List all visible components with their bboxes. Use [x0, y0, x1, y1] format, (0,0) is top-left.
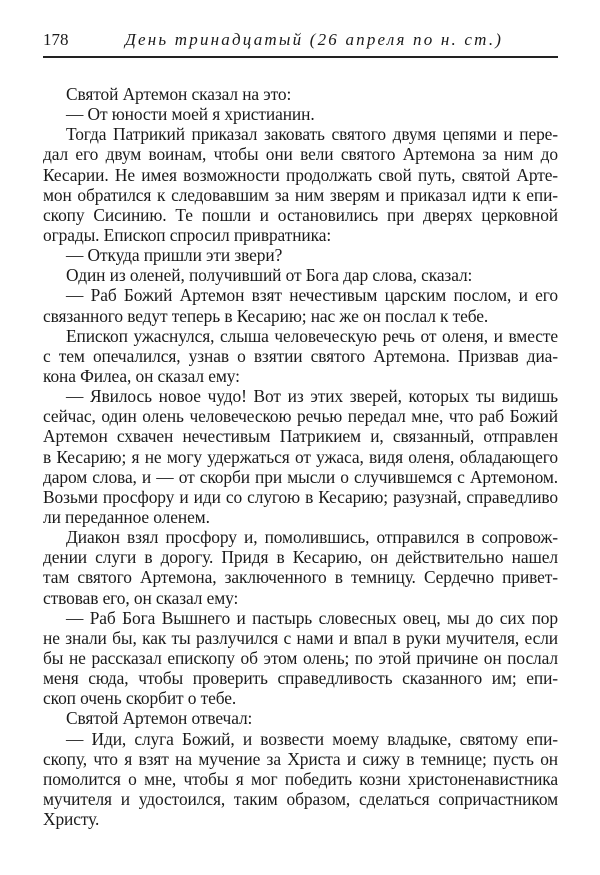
running-title: День тринадцатый (26 апреля по н. ст.) — [125, 30, 504, 49]
text-line: меня сюда, чтобы проверить справедливость сказанного им; епи- — [43, 668, 558, 689]
text-line: ли переданное оленем. — [43, 506, 210, 527]
text-line: Епископ ужаснулся, слыша человеческую речь от оленя, и вместе — [66, 325, 558, 346]
text-line: там святого Артемона, заключенного в темницу. Сердечно привет- — [43, 567, 558, 588]
text-line: — От юности моей я христианин. — [66, 104, 315, 125]
text-line: мон обратился к следовавшим за ним зверям и приказал идти к епи- — [43, 184, 558, 205]
text-line: — Явилось новое чудо! Вот из этих зверей, которых ты видишь — [66, 386, 558, 407]
paragraph — [43, 708, 558, 728]
text-line: сейчас, один олень человеческою речью передал мне, что раб Божий — [43, 406, 558, 427]
text-line: мучителя и удостоился, таким образом, сделаться сопричастником — [43, 788, 558, 809]
text-line: — Раб Божий Артемон взят нечестивым царским послом, и его — [66, 285, 558, 306]
text-line: бы не рассказал епископу об этом олень; по этой причине он послал — [43, 647, 558, 668]
paragraph — [43, 527, 558, 608]
paragraph — [43, 245, 558, 265]
running-header — [43, 30, 558, 58]
text-line: ствовав его, он сказал ему: — [43, 587, 239, 608]
paragraph — [43, 104, 558, 124]
text-line: с тем опечалился, узнав о взятии святого Артемона. Призвав диа- — [43, 345, 558, 366]
text-line: связанного ведут теперь в Кесарию; нас же он послал к тебе. — [43, 305, 489, 326]
paragraph — [43, 326, 558, 386]
text-line: дал его двум воинам, чтобы они вели святого Артемона за ним до — [43, 144, 558, 165]
text-line: — Иди, слуга Божий, и возвести моему владыке, святому епи- — [66, 728, 558, 749]
text-line: кона Филеа, он сказал ему: — [43, 365, 240, 386]
text-line: дении слуги в дорогу. Придя в Кесарию, он действительно нашел — [43, 547, 558, 568]
text-line: Артемон схвачен нечестивым Патрикием и, связанный, отправлен — [43, 426, 558, 447]
paragraph — [43, 84, 558, 104]
text-line: Тогда Патрикий приказал заковать святого двумя цепями и пере- — [66, 124, 558, 145]
text-line: помолится о мне, чтобы я мог победить козни христоненавистника — [43, 768, 558, 789]
text-line: скопу Сисинию. Те пошли и остановились при дверях церковной — [43, 204, 558, 225]
text-line: ограды. Епископ спросил привратника: — [43, 224, 332, 245]
text-line: в Кесарию; я не могу удержаться от ужаса, видя оленя, обладающего — [43, 446, 558, 467]
text-line: Святой Артемон сказал на это: — [66, 84, 292, 104]
text-line: Диакон взял просфору и, помолившись, отправился в сопровож- — [66, 527, 558, 548]
text-line: даром слова, и — от скорби при мысли о случившемся с Артемоном. — [43, 466, 558, 487]
paragraph — [43, 608, 558, 709]
text-line: скопу, что я взят на мучение за Христа и сижу в темнице; пусть он — [43, 748, 558, 769]
paragraph — [43, 124, 558, 245]
text-line: — Раб Бога Вышнего и пастырь словесных овец, мы до сих пор — [66, 607, 558, 628]
paragraph — [43, 386, 558, 527]
text-line: Святой Артемон отвечал: — [66, 708, 253, 729]
text-line: Один из оленей, получивший от Бога дар слова, сказал: — [66, 265, 473, 286]
text-line: скоп очень скорбит о тебе. — [43, 688, 237, 709]
text-line: Христу. — [43, 809, 100, 830]
text-line: Кесарии. Не имея возможности продолжать свой путь, святой Арте- — [43, 164, 558, 185]
paragraph — [43, 265, 558, 285]
paragraph — [43, 285, 558, 325]
paragraph — [43, 729, 558, 830]
text-line: Возьми просфору и иди со слугою в Кесарию; разузнай, справедливо — [43, 486, 558, 507]
page-number: 178 — [43, 30, 69, 49]
page-body-text — [43, 84, 558, 829]
text-line: не знали бы, как ты разлучился с нами и впал в руки мучителя, если — [43, 627, 558, 648]
text-line: — Откуда пришли эти звери? — [66, 245, 283, 266]
